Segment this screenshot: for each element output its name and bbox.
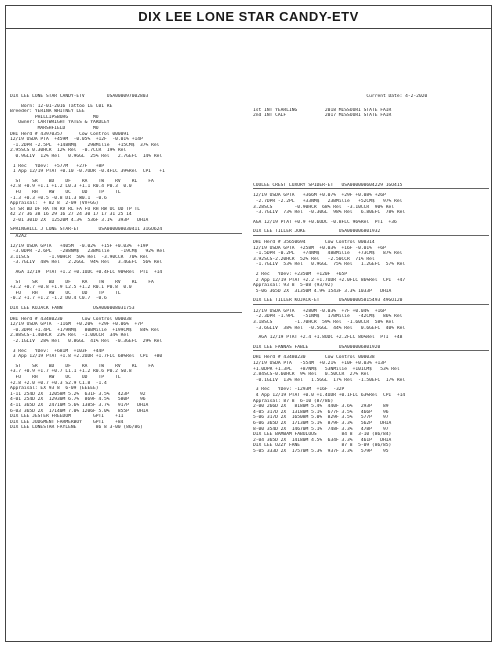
dam-side-line: -2.1GLIV 28% Rel 0.8GGL 41% Rel -0.3GEFC 29% Rel xyxy=(10,338,163,344)
sire-side-line: 5-06 365D 2X 31350M 4.9% 1543F 3.3% 1033P DHIA xyxy=(253,288,392,294)
sire-side-line: 2-00 266D 2X 8180M 5.4% 440F 3.6% 293P 89 xyxy=(253,404,389,410)
sire-side-line: 12/19 USDA GPTA +258M +0.03% +16F -0.01% +6P xyxy=(253,245,386,251)
dam-side-line: DIX LEE KOJACK FANN USA000008031753 xyxy=(10,306,135,311)
sire-side-line: -0.1GLIV 13% Rel 1.5GGL 17% Rel -1.50EFC 17% Rel xyxy=(253,377,406,383)
dam-side-line: Appraisal: EX 93 8 6-09 (EEEEE) xyxy=(10,386,99,392)
dam-side-line: 2.88SCS-1.40HCR 23% Rel -1.00CCR 34% Rel xyxy=(10,333,129,339)
dam-side-line: A2A2 xyxy=(10,233,242,240)
dam-side-line: -3.0DPR -2.6PL -288NM$ 23BMilie -19CM$ 92% Rel xyxy=(10,249,165,255)
sire-side-line: Appraisal: 87 8 6-10 (87/86) xyxy=(253,398,334,404)
dam-side-column xyxy=(10,94,242,431)
dam-side-line: -3.7GLIV 48% Rel 2.2GGL 94% Rel 3.4GEFC 56% Rel xyxy=(10,260,163,266)
dam-side-line: +3.7 +0.9 +1.7 +0.7 L1.1 +1.2 R0.6 P0.2 S0.8 xyxy=(10,369,132,375)
sire-side-line: 5-06 317D 2X 16508M 5.0% 829F 3.5% 577P 97 xyxy=(253,415,389,421)
dam-side-line: 4-01 254D 2X 12930M 6.7% 869F 4.5% 580P 96 xyxy=(10,397,146,403)
dam-side-line: 3 App 12/19 PTAT +1.8 +2.2UDR +1.7FLC 68%Rel CPI +80 xyxy=(10,354,163,360)
sire-side-line: COULEE CREST LUXURY SPIDER-ET USA000000604229 1GO415 xyxy=(253,182,403,188)
sire-side-line: -1.5DPR -0.2PL +74NM$ 48BMilie +73CM$ 87% Rel xyxy=(253,251,403,257)
sire-side-line: 1st INT YEARLING 2018 MISSOURI STATE FAIR xyxy=(253,107,392,113)
dam-side-line: ST SR BD DF RA TW RV RL FA xyxy=(10,178,154,184)
sire-side-line: -2.7DPR -2.2PL +33NM$ 23BMilie +52CM$ 97% Rel xyxy=(253,198,403,204)
dam-side-line: 0.9GLIV 12% Rel 0.9GGL 25% Rel 2.7GEFC 14% Rel xyxy=(10,153,163,159)
dam-side-line: -1.3 +0.3 +0.5 -0.8 D1.3 W0.1 -0.6 xyxy=(10,195,107,201)
sire-side-line: DIX LEE BAMBAM FABULOUS 84 8 3-10 (86/84) xyxy=(253,432,392,438)
sire-side-line: DIX LEE OZZY FANE 87 8 5-09 (86/85) xyxy=(253,443,392,449)
sire-side-line: 3.18SCS -1.70HCR 59% Rel -1.60CCR 58% Rel xyxy=(253,320,395,326)
sire-side-line: 4-05 317D 2X 13180M 5.1% 677F 3.5% 466P 96 xyxy=(253,409,389,415)
dam-side-line: DHI Herd # 43480230 Cow Control 000038 xyxy=(10,316,132,322)
sire-side-line: DHI Herd # 35650694 Cow Control 000314 xyxy=(253,239,375,245)
sire-side-line: 8-00 354D 2X 14670M 5.1% 748F 3.3% 478P 97 xyxy=(253,426,389,432)
dam-side-line: 4-11 365D 2X 24710M 5.6% 1385F 3.7% 917P DHIA xyxy=(10,402,149,408)
sire-side-line: DHI Herd # 43480230 Cow Control 000038 xyxy=(253,355,375,361)
dam-side-line: DHI Herd # 43970357 Cow Control 000091 xyxy=(10,131,129,137)
dam-side-line: Breeder: YERINA WHITNEY LEE xyxy=(10,109,85,115)
sire-side-line: 2nd INT CALF 2017 MISSOURI STATE FAIR xyxy=(253,113,392,119)
dam-side-line: -0.3DPR +1.4PL +179NM$ 80BMilie +199CM$ 84% Rel xyxy=(10,327,160,333)
sire-side-line: -3.6GLIV 38% Rel -0.5GGL 44% Rel 0.6GEFC 40% Rel xyxy=(253,325,406,331)
dam-side-line: PHILLIPSBURG MO xyxy=(10,114,99,120)
dam-side-line: Owner: CARTWRIGHT YATES & YARDLEY xyxy=(10,120,110,126)
dam-side-line: MARSHFIELD MO xyxy=(10,125,99,131)
sire-side-line: 5-05 333D 2X 17570M 5.3% 937F 3.3% 579P 95 xyxy=(253,448,389,454)
sire-side-line: Current Date: 4-2-2020 xyxy=(253,94,428,99)
dam-side-line: ST SR BD DF RA TW RV RL FA xyxy=(10,363,154,369)
dam-side-line: +2.8 +2.0 +0.7 +0.3 S2.9 C1.8 -1.4 xyxy=(10,380,107,386)
dam-side-line: 12/19 USDA PTA +459M -0.05% +12F -0.01% +14P xyxy=(10,137,143,143)
sire-side-line: DIX LEE TILLER KOJACK-ET USA000005815493 49GO120 xyxy=(253,298,403,304)
dam-side-line: +3.2 +0.7 +0.8 +1.9 L2.5 +1.2 R0.1 P0.8 0.0 xyxy=(10,285,132,291)
sheet-title: DIX LEE LONE STAR CANDY-ETV xyxy=(6,6,491,29)
dam-side-line: 1-11 254D 2X 12058M 5.2% 631F 3.5% 423P 92 xyxy=(10,391,146,397)
sire-side-line: AGA 12/19 PTAT +0.9 +0.6UDC -0.8FLC 96%Rel PTI +36 xyxy=(253,219,397,225)
sire-side-line: 12/19 USDA GPTA +366M +0.07% +29F +0.08% +26P xyxy=(253,193,386,199)
dam-side-line: Born: 12-01-2016 Tattoo LE C01 RE xyxy=(10,103,113,109)
dam-side-line: DIX LEE LONESTAR FAYLENE 86 8 3-00 (86/86) xyxy=(10,425,143,431)
dam-side-line: 42 27 36 38 16 29 16 27 24 30 17 17 31 25 14 xyxy=(10,212,132,218)
dam-side-line: FU RH RW UC UD TP TL xyxy=(10,374,121,380)
sire-side-line: 2.84SCS-0.60HCR 9% Rel 0.50CCR 27% Rel xyxy=(253,372,370,378)
dam-side-line: ST SR BD DF RA TW RV RL FA FU RH RW UC UD TP TL xyxy=(10,206,140,212)
sire-side-line: +1.0DPR +1.3PL +87NM$ 53NMilie +101CM$ 53% Rel xyxy=(253,366,400,372)
sire-side-column xyxy=(253,94,489,455)
sire-side-line: 3.28SCS -0.90HCR 68% Rel -3.10CCR 90% Rel xyxy=(253,204,395,210)
dam-side-line: SPRINGHILL J LONE STAR-ET USA000008030411 31GU624 xyxy=(10,227,163,233)
dam-side-line: 3 Rec YDev: +681M +103F +44P xyxy=(10,348,105,354)
dam-side-line: 2-01 301D 2X 12520M 4.3% 536F 3.1% 393P DHIA xyxy=(10,217,149,223)
dam-side-line: 1 Rec YDev: +577M +27F +8P xyxy=(10,163,105,169)
sire-side-line: -1.7GLIV 53% Rel 0.9GGL 75% Rel 1.2GEFC 57% Rel xyxy=(253,262,406,268)
dam-side-line: +2.8 +0.9 +1.1 +1.2 L0.3 +1.1 R0.4 P0.3 0.0 xyxy=(10,184,132,190)
dam-side-line: DIX LEE LONE STAR CANDY-ETV USA000097002803 xyxy=(10,94,149,99)
sire-side-line: 2 App 12/19 PTAT +2.2 +1.7UDR +2.0FLC 86%Rel CPI +47 xyxy=(253,277,406,283)
dam-side-line: -1.2DPR -2.5PL +148NM$ 29BMilie +15CM$ 37% Rel xyxy=(10,142,160,148)
sire-side-line: 4 App 12/19 PTAT +0.0 +1.4UDR +0.1FLC 63%Rel CPI +14 xyxy=(253,393,406,398)
dam-side-line: FU RH RW UC UD TP TL xyxy=(10,290,121,296)
sire-side-line: 6-06 365D 2X 17130M 5.1% 879F 3.3% 562P DHIA xyxy=(253,420,392,426)
sire-side-line: 12/19 USDA GPTA +280M -0.03% +7F +0.04% +16P xyxy=(253,308,386,314)
dam-side-line: 1 App 12/19 PTAT +0.10 -0.7UDR -0.4FLC 39%Rel CPI +1 xyxy=(10,169,165,175)
sire-side-line: DIX LEE FANNAS FABLE USA000006801920 xyxy=(253,344,381,350)
dam-side-line: 2.95SCS 0.30HCR 12% Rel -0.7CCR 19% Rel xyxy=(10,148,127,154)
sire-side-line: 2-04 365D 2X 14180M 4.5% 634F 3.3% 461P DHIA xyxy=(253,437,392,443)
sire-side-line: 2 Rec YDev: +2350M +120F +65P xyxy=(253,271,348,277)
dam-side-line: 6-03 365D 2X 17140M 7.0% 1206F 5.0% 855P DHIA xyxy=(10,408,149,414)
dam-side-line: DIX LEE JUDGMENT FARMERBOY GPTI +84 xyxy=(10,419,124,425)
dam-side-line: 12/19 USDA GPTA +405M -0.02% +15F +0.03% +19P xyxy=(10,243,149,249)
sire-side-line: 3 Rec YDev: -1293M +16F -32P xyxy=(253,387,345,393)
dam-side-line: 3.11SCS -1.90HCR 50% Rel -3.90CCR 70% Rel xyxy=(10,254,149,260)
dam-side-line: AGA 12/19 PTAT +1.2 +0.1UDC +0.4FLC 90%Rel PTI +14 xyxy=(10,270,163,276)
sire-side-line: 3.92SCS-2.20HCR 52% Rel -2.50CCR 71% Rel xyxy=(253,256,375,262)
dam-side-line: DIX LEE JESTER FREEDOM GPTI +11 xyxy=(10,414,124,420)
pedigree-sheet xyxy=(5,5,492,642)
dam-side-line: FU RH RW UC UD TP TL xyxy=(10,189,121,195)
dam-side-line: 12/19 USDA GPTA -116M +0.20% +29F +0.06% +7P xyxy=(10,322,143,328)
sire-side-line: DIX LEE TILLER JOKE USA000006801932 xyxy=(253,229,381,235)
sire-side-line: AGA 12/19 PTAT +2.4 +1.8UDC +2.2FLC 86%Rel PTI +48 xyxy=(253,335,403,341)
dam-side-line: Appraisal: + 82 8 2-09 (VV+GG) xyxy=(10,201,99,207)
dam-side-line: ST SR BD DF RA TW RV RL FA xyxy=(10,279,154,285)
sire-side-line: 12/19 USDA PTA -554M +0.21% +10F +0.03% +13P xyxy=(253,361,386,367)
sire-side-line: -2.3DPR -1.9PL -51NM$ 17BMilie -42CM$ 86% Rel xyxy=(253,314,403,320)
sire-side-line: Appraisal: 93 8 5-08 (93/92) xyxy=(253,283,334,289)
sire-side-line: -3.7GLIV 73% Rel -0.30GL 98% Rel 6.80EFC 78% Rel xyxy=(253,210,406,216)
dam-side-line: -0.2 +1.7 +1.2 -1.2 D0.4 C0.7 -0.6 xyxy=(10,296,107,302)
